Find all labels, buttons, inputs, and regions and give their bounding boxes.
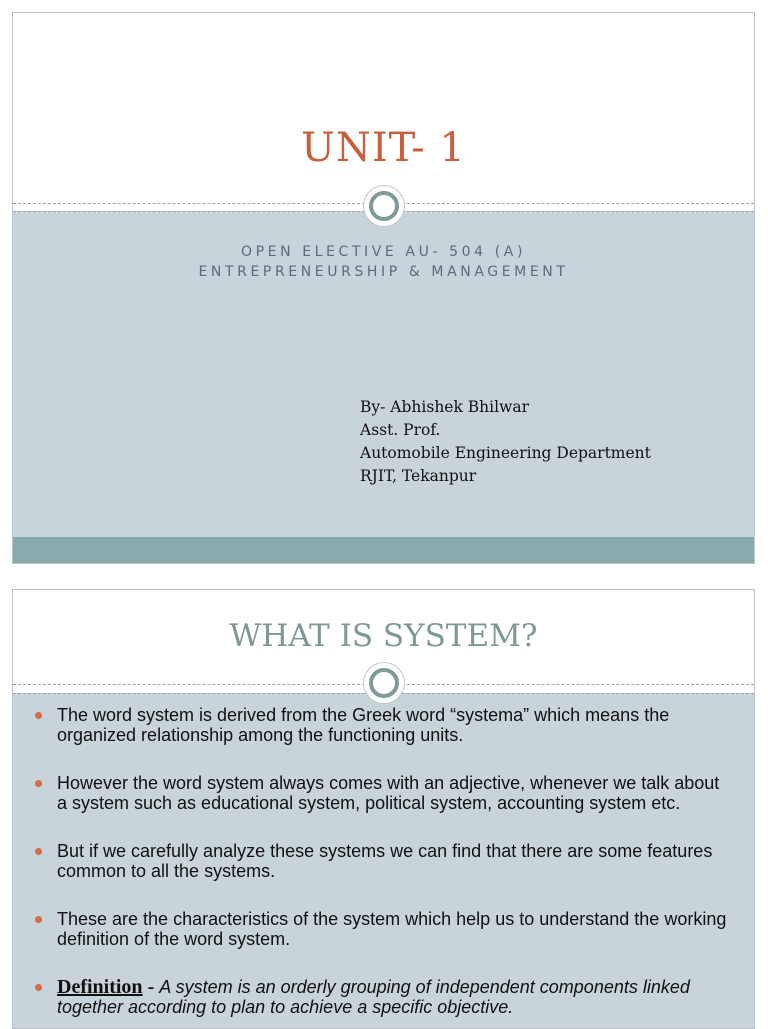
slide-title: UNIT- 1 [301, 125, 466, 171]
author-institute: RJIT, Tekanpur [360, 467, 477, 485]
slide-unit-1 [12, 12, 755, 564]
title-area [13, 13, 754, 203]
author-department: Automobile Engineering Department [360, 444, 651, 462]
footer-bar [13, 537, 754, 563]
list-item-definition [33, 977, 734, 1017]
course-name: ENTREPRENEURSHIP & MANAGEMENT [198, 264, 569, 280]
slide-what-is-system [12, 589, 755, 1029]
course-subtitle [13, 242, 754, 282]
author-name: By- Abhishek Bhilwar [360, 398, 530, 416]
definition-text: A system is an orderly grouping of independent components linked together according to plan to achieve a specific objective. [57, 977, 690, 1017]
course-code: OPEN ELECTIVE AU- 504 (A) [240, 244, 527, 260]
list-item: However the word system always comes with an adjective, whenever we talk about a system such as educational system, political system, accounting system etc. [33, 773, 734, 813]
list-item: The word system is derived from the Greek word “systema” which means the organized relationship among the functioning units. [33, 705, 734, 745]
ring-ornament-icon [363, 185, 405, 227]
author-position: Asst. Prof. [360, 421, 441, 439]
definition-label: Definition [57, 976, 143, 998]
bullet-list [33, 705, 734, 1029]
author-block [360, 396, 651, 488]
list-item: But if we carefully analyze these systems we can find that there are some features common to all the systems. [33, 841, 734, 881]
definition-separator: - [142, 976, 160, 998]
list-item: These are the characteristics of the system which help us to understand the working definition of the word system. [33, 909, 734, 949]
ring-ornament-icon [363, 662, 405, 704]
slide-title: WHAT IS SYSTEM? [229, 618, 538, 654]
